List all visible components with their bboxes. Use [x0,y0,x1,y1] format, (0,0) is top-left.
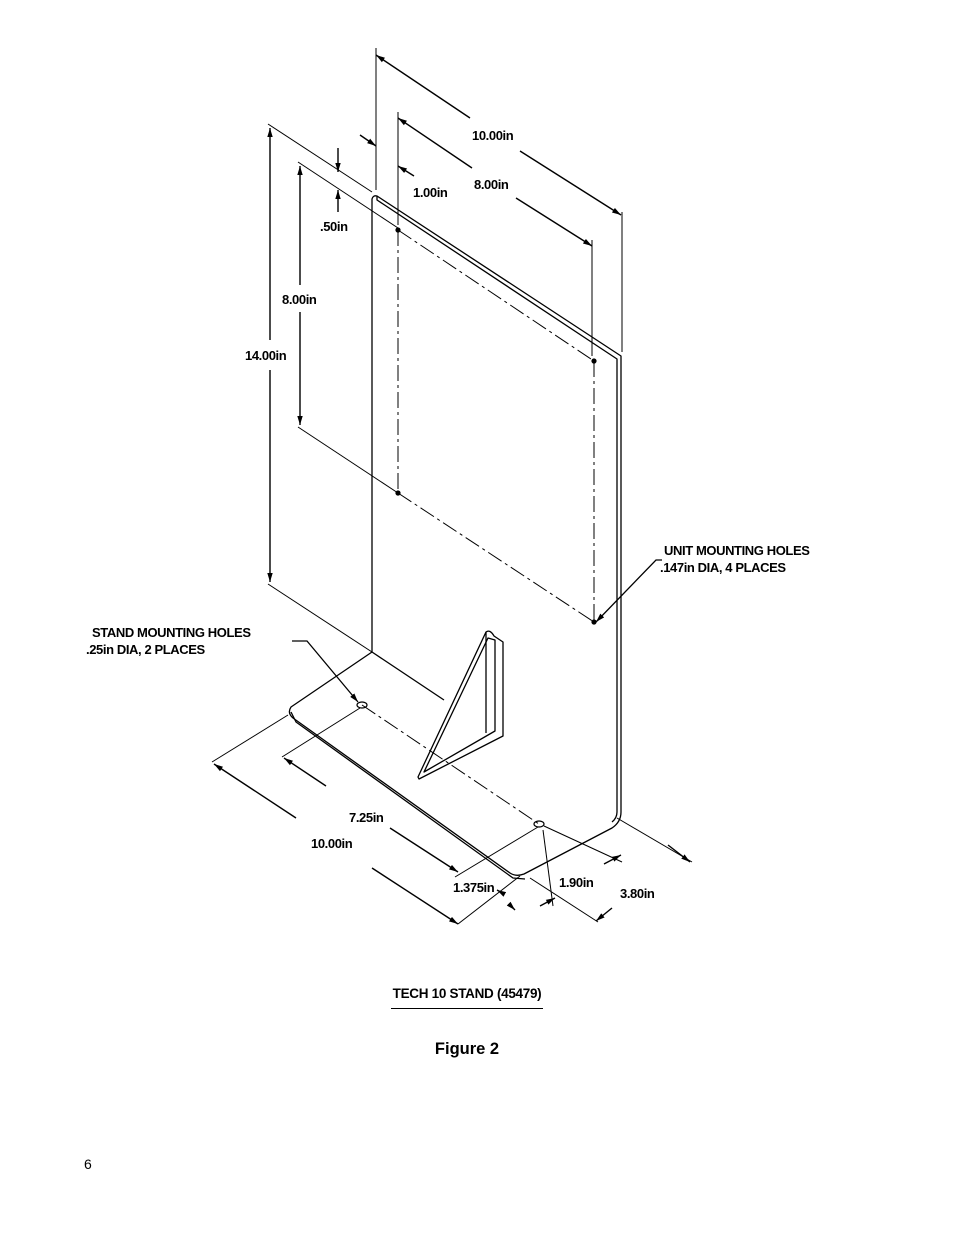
dim-base-depth-label: 3.80in [620,886,655,901]
base-holes-centerline [362,705,539,824]
hole-row-top-centerline [398,230,594,361]
dim-base-hole-offset-label: 1.375in [453,880,495,895]
vertical-plate-outline [372,196,621,812]
base-plate-inner-edge [372,652,444,700]
leader-lines [292,560,662,702]
mounting-holes [357,228,596,827]
vertical-plate-thickness [377,196,617,812]
dim-base-hole-spacing-label: 7.25in [349,810,384,825]
dim-top-width-label: 10.00in [472,128,514,143]
drawing-subtitle-text: TECH 10 STAND (45479) [391,986,544,1009]
unit-hole-bottom-right [592,620,596,624]
base-plate-bend [612,812,617,822]
dim-base-hole-depth-label: 1.90in [559,875,594,890]
dim-side-edge-offset-label: .50in [320,219,348,234]
dim-side-hole-spacing-label: 8.00in [282,292,317,307]
figure-label: Figure 2 [434,1040,500,1058]
dimension-lines [214,55,690,924]
dim-total-height-label: 14.00in [245,348,287,363]
unit-holes-callout-line2: .147in DIA, 4 PLACES [660,560,786,575]
hole-row-bottom-centerline [398,493,594,622]
center-lines [362,230,594,824]
stand-holes-leader [292,641,358,702]
gusset-inner [424,638,495,772]
dim-base-length-label: 10.00in [311,836,353,851]
dim-top-hole-spacing-label: 8.00in [474,177,509,192]
base-plate-edge [291,712,525,879]
unit-holes-leader [596,560,662,622]
stand-holes-callout-line1: STAND MOUNTING HOLES [92,625,251,640]
drawing-subtitle [0,986,934,1001]
extension-lines [212,48,692,924]
page-number: 6 [84,1156,92,1172]
stand-holes-callout-line2: .25in DIA, 2 PLACES [86,642,205,657]
dim-top-edge-offset-label: 1.00in [413,185,448,200]
stand-body [289,196,621,879]
unit-holes-callout-line1: UNIT MOUNTING HOLES [664,543,810,558]
